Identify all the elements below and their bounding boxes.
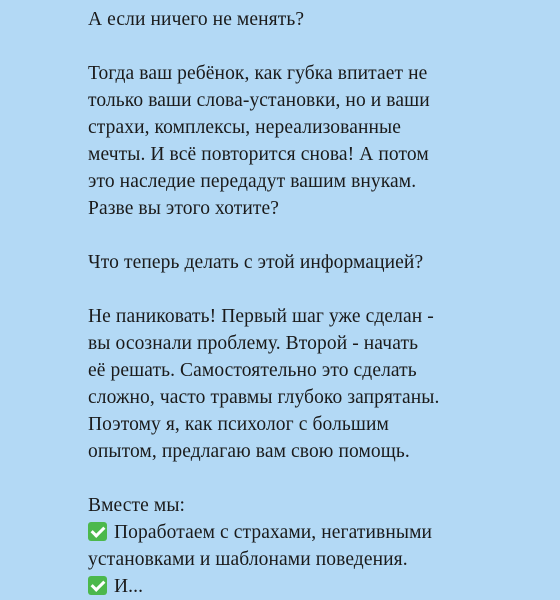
text-line: Поэтому я, как психолог с большим [88, 414, 389, 435]
text-line: вы осознали проблему. Второй - начать [88, 333, 419, 354]
text-line: Разве вы этого хотите? [88, 198, 280, 219]
text-line: Вместе мы: [88, 495, 186, 516]
paragraph-gap [88, 33, 548, 60]
text-line: установками и шаблонами поведения. [88, 549, 408, 570]
checklist-text: Поработаем с страхами, негативными [114, 522, 433, 543]
text-line: только ваши слова-установки, но и ваши [88, 90, 430, 111]
checklist-item [88, 573, 548, 600]
text-line: мечты. И всё повторится снова! А потом [88, 144, 429, 165]
checklist-text: И... [114, 576, 144, 597]
text-line: Тогда ваш ребёнок, как губка впитает не [88, 63, 428, 84]
text-line: Не паниковать! Первый шаг уже сделан - [88, 306, 434, 327]
text-line: страхи, комплексы, нереализованные [88, 117, 401, 138]
check-mark-icon [88, 576, 107, 595]
checklist-item [88, 519, 548, 546]
check-mark-icon [88, 522, 107, 541]
paragraph-gap [88, 465, 548, 492]
paragraph-gap [88, 276, 548, 303]
text-line: Что теперь делать с этой информацией? [88, 252, 424, 273]
text-line: А если ничего не менять? [88, 9, 305, 30]
text-line: опытом, предлагаю вам свою помощь. [88, 441, 410, 462]
text-line: её решать. Самостоятельно это сделать [88, 360, 417, 381]
paragraph-gap [88, 222, 548, 249]
text-line: это наследие передадут вашим внукам. [88, 171, 417, 192]
document-body [88, 6, 548, 600]
text-line: сложно, часто травмы глубоко запрятаны. [88, 387, 440, 408]
